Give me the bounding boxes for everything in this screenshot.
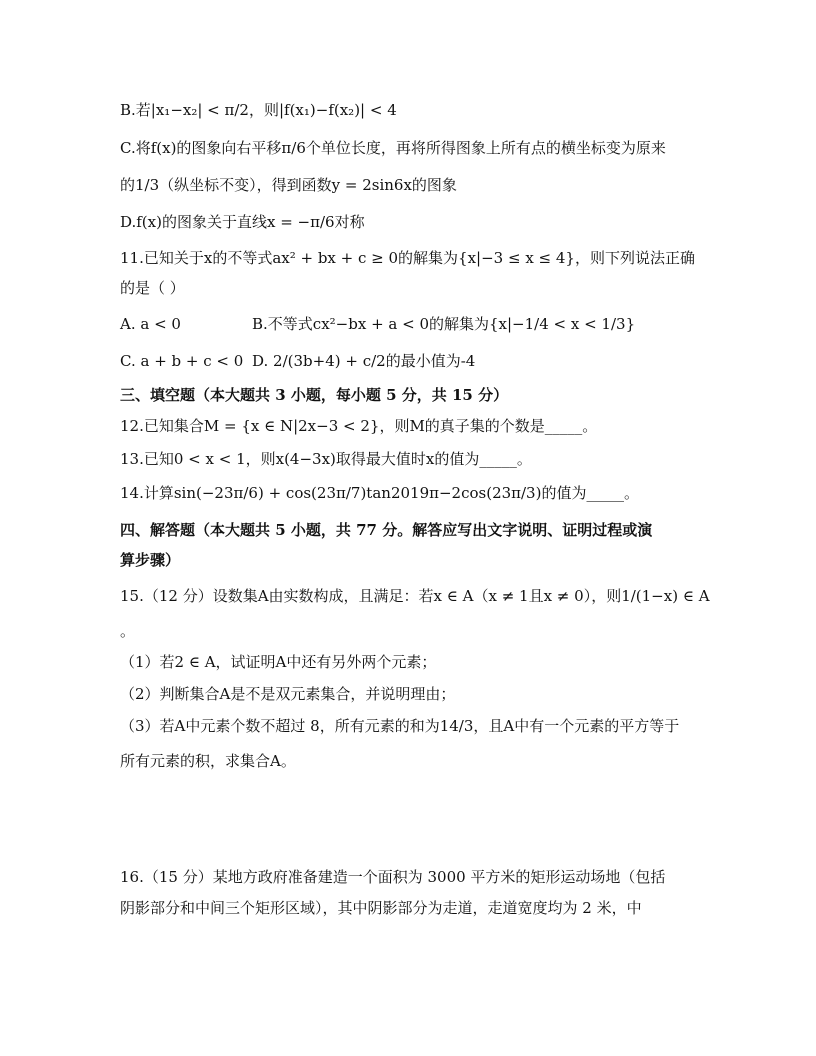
section-4-heading-line-2: 算步骤） (120, 551, 181, 569)
question-16-line-2: 阴影部分和中间三个矩形区域），其中阴影部分为走道，走道宽度均为 2 米，中 (120, 899, 642, 917)
question-14: 14.计算sin(−23π/6) + cos(23π/7)tan2019π−2cos(23π/3)的值为_____。 (120, 484, 639, 502)
q11-option-d: D. 2/(3b+4) + c/2的最小值为-4 (252, 352, 476, 370)
section-3-heading: 三、填空题（本大题共 3 小题，每小题 5 分，共 15 分） (120, 386, 509, 404)
option-c-line-2: 的1/3（纵坐标不变），得到函数y = 2sin6x的图象 (120, 176, 457, 194)
question-15-part-3-line-1: （3）若A中元素个数不超过 8，所有元素的和为14/3，且A中有一个元素的平方等于 (120, 717, 680, 735)
question-11-line-2: 的是（ ） (120, 279, 185, 297)
option-b-line: B.若|x₁−x₂| < π/2，则|f(x₁)−f(x₂)| < 4 (120, 101, 397, 119)
question-11-line-1: 11.已知关于x的不等式ax² + bx + c ≥ 0的解集为{x|−3 ≤ x ≤ 4}，则下列说法正确 (120, 249, 695, 267)
question-15-line-2: 。 (120, 622, 136, 640)
q11-option-a: A. a < 0 (120, 315, 181, 333)
question-15-part-2: （2）判断集合A是不是双元素集合，并说明理由； (120, 685, 456, 703)
question-15-line-1: 15.（12 分）设数集A由实数构成，且满足：若x ∈ A（x ≠ 1且x ≠ 0），则1/(1−x) ∈ A (120, 587, 710, 605)
question-12: 12.已知集合M = {x ∈ N|2x−3 < 2}，则M的真子集的个数是_____。 (120, 417, 598, 435)
question-15-part-1: （1）若2 ∈ A，试证明A中还有另外两个元素； (120, 653, 437, 671)
question-11-options-row-2 (120, 350, 720, 372)
question-11-options-row-1 (120, 313, 720, 335)
option-c-line-1: C.将f(x)的图象向右平移π/6个单位长度，再将所得图象上所有点的横坐标变为原来 (120, 139, 666, 157)
section-4-heading-line-1: 四、解答题（本大题共 5 小题，共 77 分。解答应写出文字说明、证明过程或演 (120, 521, 653, 539)
question-16-line-1: 16.（15 分）某地方政府准备建造一个面积为 3000 平方米的矩形运动场地（包括 (120, 868, 666, 886)
question-13: 13.已知0 < x < 1，则x(4−3x)取得最大值时x的值为_____。 (120, 450, 532, 468)
question-15-part-3-line-2: 所有元素的积，求集合A。 (120, 752, 296, 770)
q11-option-b: B.不等式cx²−bx + a < 0的解集为{x|−1/4 < x < 1/3} (252, 315, 636, 333)
option-d-line: D.f(x)的图象关于直线x = −π/6对称 (120, 213, 365, 231)
q11-option-c: C. a + b + c < 0 (120, 352, 244, 370)
